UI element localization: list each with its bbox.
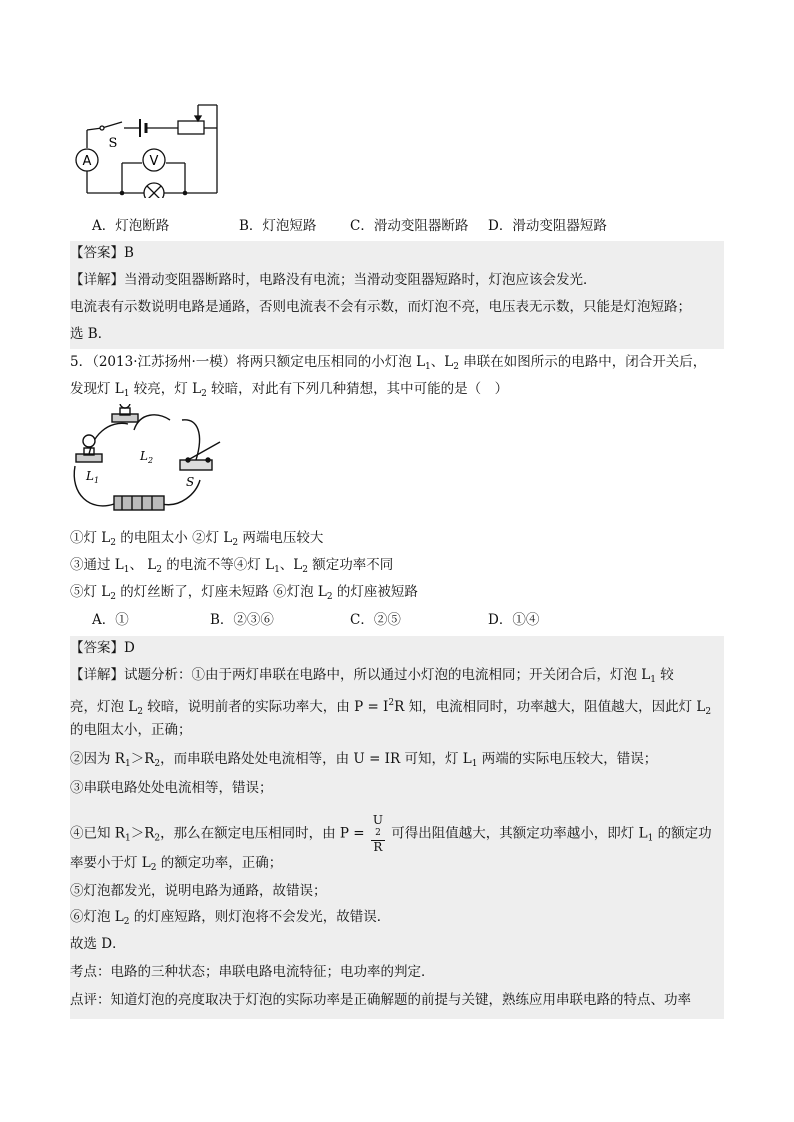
q5-detail-line-11: 考点：电路的三种状态；串联电路电流特征；电功率的判定． [70, 964, 435, 980]
q4-detail-line-3: 选 B． [70, 326, 112, 342]
q4-option-c: C．滑动变阻器断路 [350, 218, 469, 234]
power-formula-fraction: U 2 R [372, 813, 384, 854]
q5-detail-line-8: ⑤灯泡都发光，说明电路为通路，故错误； [70, 883, 327, 899]
label-l1: L [86, 469, 94, 483]
circuit-diagram-ammeter-voltmeter [72, 98, 232, 198]
circuit-photo-two-bulbs [70, 404, 230, 522]
q5-detail-line-9: ⑥灯泡 $L_2$ 的灯座短路，则灯泡将不会发光，故错误． [70, 909, 391, 927]
voltmeter-label: V [149, 154, 159, 169]
label-s: S [186, 475, 195, 489]
q5-detail-line-2: 亮，灯泡 $L_2$ 较暗，说明前者的实际功率大，由 $P = I^2R$ 知，电流相同时，功率越大，阻值越大，因此灯 $L_2$ [70, 698, 712, 717]
q5-detail-line-6: ④已知 $R_1>R_2$，那么在额定电压相同时，由 P = U 2 R 可得出阻值越大，其额定功率越小，即灯 $L_1$ 的额定功 [70, 813, 712, 854]
q5-guess-line-2: ③通过 $L_1$、 $L_2$ 的电流不等④灯 $L_1$、$L_2$ 额定功率不同 [70, 557, 394, 575]
q5-option-a: A．① [92, 612, 129, 628]
switch-label: S [108, 136, 118, 151]
label-l2: L [140, 449, 148, 463]
svg-text:L1: $L_1$ [86, 469, 100, 485]
q5-detail-line-7: 率要小于灯 $L_2$ 的额定功率，正确； [70, 855, 283, 873]
q5-answer: 【答案】D [70, 640, 135, 656]
q4-answer: 【答案】B [70, 245, 134, 261]
q5-detail-line-5: ③串联电路处处电流相等，错误； [70, 780, 273, 796]
q4-detail-line-1: 【详解】当滑动变阻器断路时，电路没有电流；当滑动变阻器短路时，灯泡应该会发光． [70, 272, 597, 288]
q4-option-a: A．灯泡断路 [92, 218, 170, 234]
q5-option-c: C．②⑤ [350, 612, 401, 628]
q4-detail-line-2: 电流表有示数说明电路是通路，否则电流表不会有示数，而灯泡不亮，电压表无示数，只能是灯泡短路； [70, 299, 691, 315]
q4-answer-shade [70, 241, 724, 349]
q5-detail-line-1: 【详解】试题分析：①由于两灯串联在电路中，所以通过小灯泡的电流相同；开关闭合后，灯泡 $L_1$ 较 [70, 667, 674, 685]
q5-detail-line-3: 的电阻太小，正确； [70, 722, 192, 738]
q5-stem-line-2: 发现灯 $L_1$ 较亮，灯 $L_2$ 较暗，对此有下列几种猜想，其中可能的是（ ） [70, 381, 509, 399]
q4-option-d: D．滑动变阻器短路 [488, 218, 607, 234]
q5-detail-line-4: ②因为 $R_1>R_2$，而串联电路处处电流相等，由 U = IR 可知，灯 $L_1$ 两端的实际电压较大，错误； [70, 751, 658, 769]
q5-guess-line-3: ⑤灯 $L_2$ 的灯丝断了，灯座未短路 ⑥灯泡 $L_2$ 的灯座被短路 [70, 584, 418, 602]
q5-guess-line-1: ①灯 $L_2$ 的电阻太小 ②灯 $L_2$ 两端电压较大 [70, 530, 324, 548]
ammeter-label: A [82, 154, 92, 169]
q5-stem-line-1: 5．（2013·江苏扬州·一模）将两只额定电压相同的小灯泡 $L_1$、$L_2$ 串联在如图所示的电路中，闭合开关后， [70, 354, 707, 372]
q4-option-b: B．灯泡短路 [239, 218, 317, 234]
q5-detail-line-12: 点评：知道灯泡的亮度取决于灯泡的实际功率是正确解题的前提与关键，熟练应用串联电路的特点、功率 [70, 992, 691, 1008]
q5-option-b: B．②③⑥ [210, 612, 274, 628]
q5-option-d: D．①④ [488, 612, 540, 628]
q5-detail-line-10: 故选 D． [70, 936, 126, 952]
svg-text:L2: $L_2$ [140, 449, 154, 465]
